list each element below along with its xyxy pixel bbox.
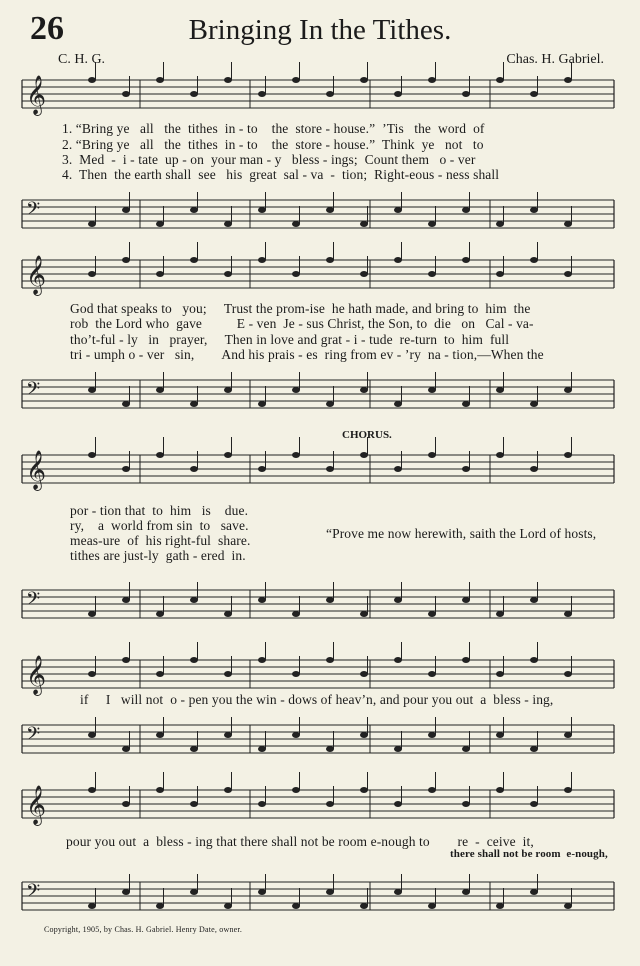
system-1-treble-staff: [0, 70, 640, 120]
system-4-lyric: if I will not o - pen you the win - dows of heav’n, and pour you out a bless - ing,: [80, 692, 554, 707]
system-2-verse-4: tri - umph o - ver sin, And his prais - es ring from ev - ’ry na - tion,—When the: [70, 347, 544, 362]
system-1-bass-staff: [0, 190, 640, 240]
svg-text:𝄢: 𝄢: [26, 881, 41, 906]
system-1-verse-2: 2. “Bring ye all the tithes in - to the store - house.” Think ye not to: [62, 137, 484, 152]
svg-text:𝄞: 𝄞: [26, 255, 47, 295]
system-1-verse-1: 1. “Bring ye all the tithes in - to the store - house.” ’Tis the word of: [62, 121, 485, 136]
svg-text:𝄢: 𝄢: [26, 199, 41, 224]
system-1-verse-3: 3. Med - i - tate up - on your man - y bless - ings; Count them o - ver: [62, 152, 476, 167]
chorus-label: CHORUS.: [342, 429, 392, 441]
system-5-echo-lyric: there shall not be room e-nough,: [450, 848, 608, 860]
svg-text:𝄞: 𝄞: [26, 450, 47, 490]
system-2-bass-staff: [0, 370, 640, 420]
system-5-lyric: pour you out a bless - ing that there shall not be room e-nough to re - ceive it,: [66, 834, 534, 849]
system-3-bass-staff: [0, 580, 640, 630]
system-5-bass-staff: [0, 872, 640, 922]
svg-text:𝄢: 𝄢: [26, 589, 41, 614]
system-1-verse-4: 4. Then the earth shall see his great sal - va - tion; Right-eous - ness shall: [62, 167, 500, 182]
system-5-treble-staff: [0, 780, 640, 830]
svg-text:𝄢: 𝄢: [26, 724, 41, 749]
system-3-treble-staff: [0, 445, 640, 495]
system-3-verse-2: ry, a world from sin to save.: [70, 518, 249, 533]
svg-text:𝄢: 𝄢: [26, 379, 41, 404]
svg-text:𝄞: 𝄞: [26, 655, 47, 695]
chorus-line-1: “Prove me now herewith, saith the Lord of hosts,: [326, 526, 597, 541]
system-4-bass-staff: [0, 715, 640, 765]
system-2-treble-staff: [0, 250, 640, 300]
system-2-verse-3: tho’t-ful - ly in prayer, Then in love and grat - i - tude re-turn to him full: [70, 332, 510, 347]
hymn-number: 26: [30, 10, 64, 47]
copyright-notice: Copyright, 1905, by Chas. H. Gabriel. Henry Date, owner.: [44, 925, 243, 934]
lyricist-credit: C. H. G.: [58, 52, 106, 67]
system-3-verse-4: tithes are just-ly gath - ered in.: [70, 548, 246, 563]
composer-credit: Chas. H. Gabriel.: [506, 52, 604, 67]
system-3-verse-3: meas-ure of his right-ful share.: [70, 533, 251, 548]
svg-text:𝄞: 𝄞: [26, 75, 47, 115]
hymn-title: Bringing In the Tithes.: [188, 14, 452, 46]
system-2-verse-2: rob the Lord who gave E - ven Je - sus Christ, the Son, to die on Cal - va-: [70, 316, 534, 331]
system-2-verse-1: God that speaks to you; Trust the prom-ise he hath made, and bring to him the: [70, 301, 531, 316]
system-3-verse-1: por - tion that to him is due.: [70, 503, 249, 518]
svg-text:𝄞: 𝄞: [26, 785, 47, 825]
